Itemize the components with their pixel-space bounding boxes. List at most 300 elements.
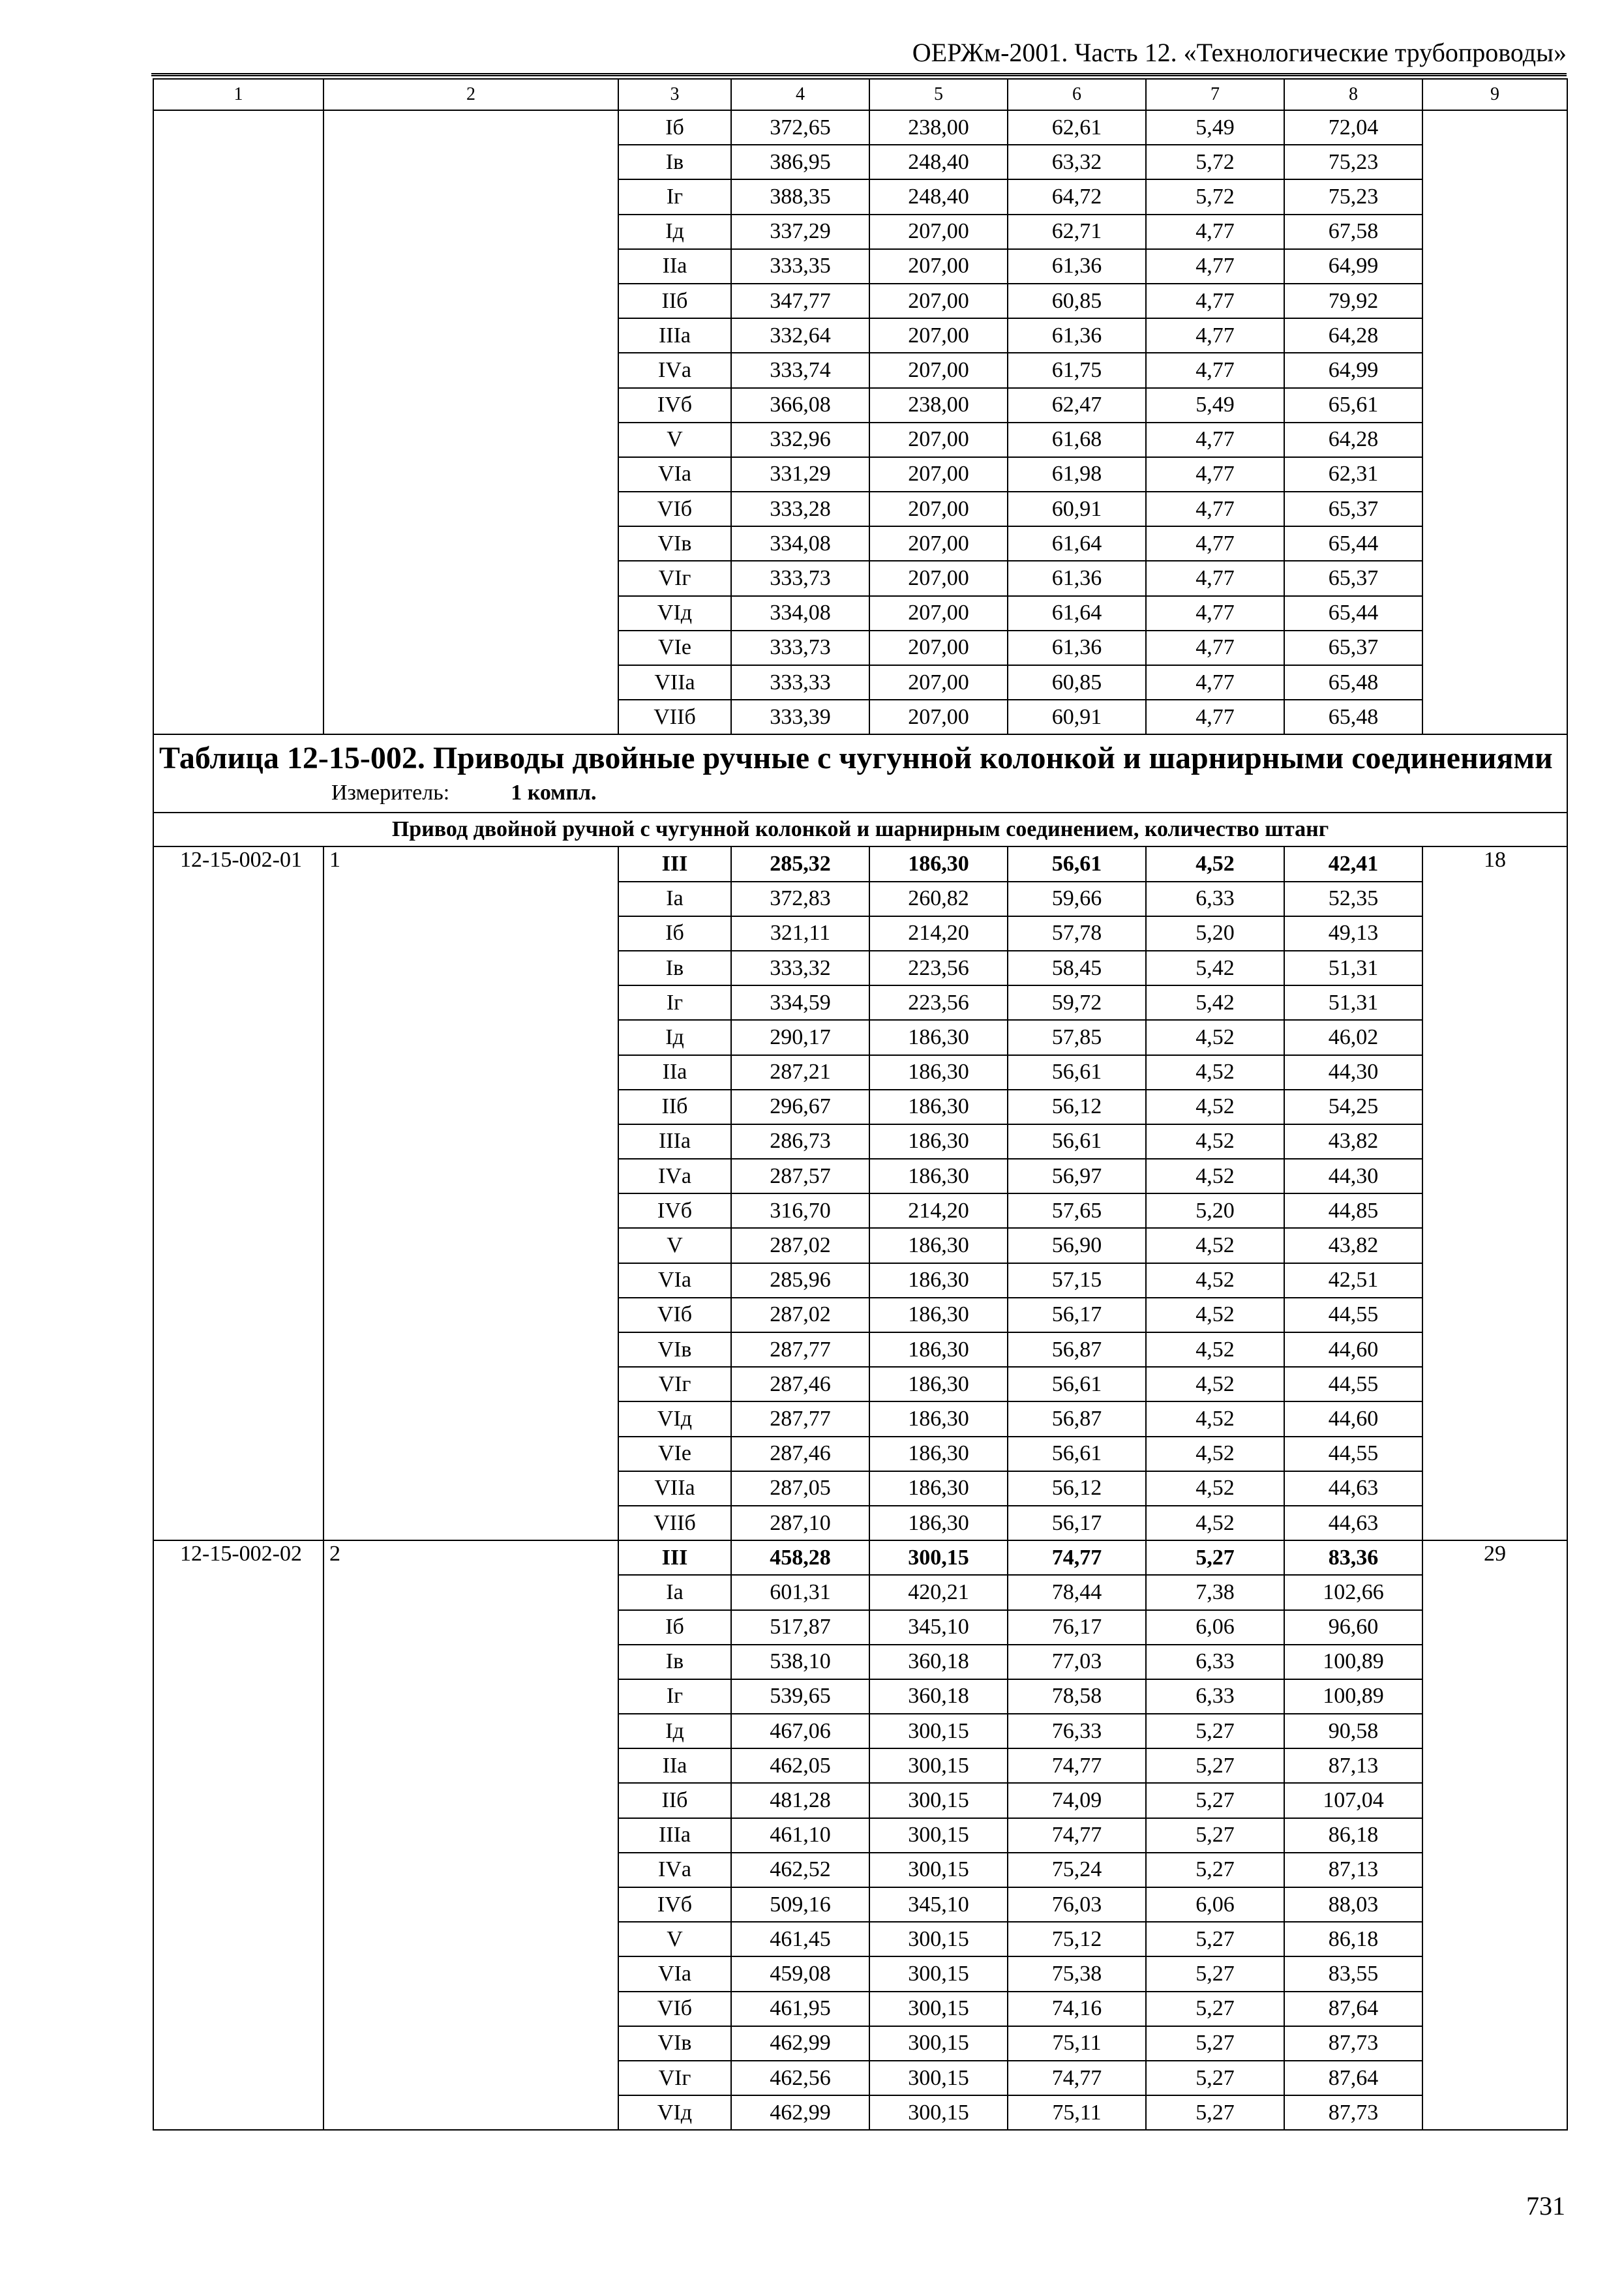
- value-cell: 107,04: [1284, 1783, 1422, 1818]
- value-cell: 321,11: [731, 916, 869, 951]
- row-label-cell: Iб: [618, 1610, 731, 1645]
- value-cell: 65,48: [1284, 665, 1422, 700]
- value-cell: 388,35: [731, 179, 869, 214]
- value-cell: 56,61: [1008, 1124, 1146, 1159]
- value-cell: 5,27: [1146, 1992, 1284, 2026]
- value-cell: 238,00: [869, 388, 1008, 423]
- value-cell: 72,04: [1284, 110, 1422, 145]
- value-cell: 538,10: [731, 1645, 869, 1679]
- param-cell: 1: [323, 846, 618, 1540]
- row-label-cell: Iб: [618, 916, 731, 951]
- value-cell: 287,46: [731, 1367, 869, 1401]
- header-rule: [151, 73, 1567, 76]
- row-label-cell: VIе: [618, 1437, 731, 1471]
- code-cell: [153, 110, 323, 734]
- value-cell: 56,12: [1008, 1090, 1146, 1124]
- value-cell: 333,32: [731, 951, 869, 985]
- value-cell: 248,40: [869, 179, 1008, 214]
- row-label-cell: Iд: [618, 215, 731, 249]
- value-cell: 62,71: [1008, 215, 1146, 249]
- value-cell: 42,41: [1284, 846, 1422, 881]
- row-label-cell: Iб: [618, 110, 731, 145]
- value-cell: 186,30: [869, 1124, 1008, 1159]
- value-cell: 509,16: [731, 1887, 869, 1922]
- value-cell: 467,06: [731, 1714, 869, 1748]
- row-label-cell: VIг: [618, 561, 731, 595]
- row-label-cell: Iг: [618, 985, 731, 1020]
- row-label-cell: V: [618, 1922, 731, 1956]
- value-cell: 64,99: [1284, 249, 1422, 284]
- value-cell: 60,91: [1008, 492, 1146, 526]
- value-cell: 334,08: [731, 596, 869, 631]
- value-cell: 74,09: [1008, 1783, 1146, 1818]
- value-cell: 56,12: [1008, 1471, 1146, 1506]
- value-cell: 63,32: [1008, 145, 1146, 179]
- value-cell: 290,17: [731, 1020, 869, 1055]
- row-label-cell: IIб: [618, 1090, 731, 1124]
- value-cell: 207,00: [869, 561, 1008, 595]
- value-cell: 248,40: [869, 145, 1008, 179]
- table-row: [153, 846, 1567, 881]
- row-label-cell: Iа: [618, 882, 731, 916]
- value-cell: 44,55: [1284, 1367, 1422, 1401]
- value-cell: 4,77: [1146, 700, 1284, 734]
- value-cell: 102,66: [1284, 1575, 1422, 1609]
- value-cell: 4,77: [1146, 631, 1284, 665]
- value-cell: 75,11: [1008, 2026, 1146, 2061]
- value-cell: 59,72: [1008, 985, 1146, 1020]
- value-cell: 56,61: [1008, 1437, 1146, 1471]
- value-cell: 186,30: [869, 1437, 1008, 1471]
- row-label-cell: Iд: [618, 1714, 731, 1748]
- value-cell: 87,13: [1284, 1748, 1422, 1783]
- value-cell: 49,13: [1284, 916, 1422, 951]
- value-cell: 366,08: [731, 388, 869, 423]
- value-cell: 459,08: [731, 1956, 869, 1991]
- value-cell: 300,15: [869, 1818, 1008, 1853]
- value-cell: 5,49: [1146, 110, 1284, 145]
- table-title-row: [153, 734, 1567, 813]
- value-cell: 62,31: [1284, 457, 1422, 492]
- row-label-cell: Iг: [618, 179, 731, 214]
- row-label-cell: IIб: [618, 1783, 731, 1818]
- value-cell: 87,13: [1284, 1853, 1422, 1887]
- value-cell: 300,15: [869, 2061, 1008, 2095]
- value-cell: 332,64: [731, 318, 869, 353]
- row-label-cell: VIг: [618, 2061, 731, 2095]
- value-cell: 5,27: [1146, 2026, 1284, 2061]
- column-number: 6: [1008, 79, 1146, 110]
- value-cell: 372,83: [731, 882, 869, 916]
- value-cell: 5,72: [1146, 179, 1284, 214]
- value-cell: 333,35: [731, 249, 869, 284]
- value-cell: 4,52: [1146, 1228, 1284, 1263]
- row-label-cell: VIд: [618, 1401, 731, 1436]
- value-cell: 5,27: [1146, 1783, 1284, 1818]
- value-cell: 90,58: [1284, 1714, 1422, 1748]
- value-cell: 57,65: [1008, 1193, 1146, 1228]
- value-cell: 4,77: [1146, 665, 1284, 700]
- value-cell: 54,25: [1284, 1090, 1422, 1124]
- value-cell: 186,30: [869, 1055, 1008, 1090]
- table-title-block: [153, 734, 1567, 813]
- row-label-cell: VIа: [618, 1263, 731, 1298]
- param-cell: [323, 110, 618, 734]
- row-label-cell: VIв: [618, 1332, 731, 1367]
- table-row: [153, 1540, 1567, 1575]
- column-number: 5: [869, 79, 1008, 110]
- row-label-cell: VIв: [618, 526, 731, 561]
- value-cell: 6,06: [1146, 1610, 1284, 1645]
- value-cell: 6,06: [1146, 1887, 1284, 1922]
- value-cell: 334,59: [731, 985, 869, 1020]
- value-cell: 207,00: [869, 353, 1008, 387]
- value-cell: 56,61: [1008, 846, 1146, 881]
- row-label-cell: IVа: [618, 1853, 731, 1887]
- measure-line: [159, 778, 1561, 808]
- row-label-cell: VIб: [618, 1298, 731, 1332]
- value-cell: 372,65: [731, 110, 869, 145]
- value-cell: 5,27: [1146, 1956, 1284, 1991]
- value-cell: 300,15: [869, 1540, 1008, 1575]
- value-cell: 462,99: [731, 2095, 869, 2130]
- value-cell: 6,33: [1146, 1679, 1284, 1714]
- value-cell: 333,73: [731, 631, 869, 665]
- column-number: 2: [323, 79, 618, 110]
- row-label-cell: IIа: [618, 1748, 731, 1783]
- value-cell: 4,77: [1146, 423, 1284, 457]
- value-cell: 296,67: [731, 1090, 869, 1124]
- value-cell: 333,39: [731, 700, 869, 734]
- value-cell: 207,00: [869, 596, 1008, 631]
- row-label-cell: V: [618, 1228, 731, 1263]
- value-cell: 186,30: [869, 1401, 1008, 1436]
- value-cell: 207,00: [869, 457, 1008, 492]
- value-cell: 5,20: [1146, 916, 1284, 951]
- value-cell: 5,27: [1146, 2061, 1284, 2095]
- value-cell: 5,49: [1146, 388, 1284, 423]
- value-cell: 64,28: [1284, 318, 1422, 353]
- row-label-cell: IVб: [618, 1887, 731, 1922]
- value-cell: 287,77: [731, 1332, 869, 1367]
- row-label-cell: VIд: [618, 596, 731, 631]
- value-cell: 461,10: [731, 1818, 869, 1853]
- value-cell: 65,37: [1284, 631, 1422, 665]
- row-label-cell: VIд: [618, 2095, 731, 2130]
- value-cell: 461,45: [731, 1922, 869, 1956]
- value-cell: 74,77: [1008, 2061, 1146, 2095]
- value-cell: 186,30: [869, 1298, 1008, 1332]
- value-cell: 78,58: [1008, 1679, 1146, 1714]
- tail-cell: 18: [1422, 846, 1567, 1540]
- value-cell: 4,77: [1146, 492, 1284, 526]
- value-cell: 300,15: [869, 1714, 1008, 1748]
- value-cell: 87,73: [1284, 2095, 1422, 2130]
- value-cell: 5,27: [1146, 1818, 1284, 1853]
- row-label-cell: IVа: [618, 1159, 731, 1193]
- row-label-cell: VIб: [618, 1992, 731, 2026]
- value-cell: 61,75: [1008, 353, 1146, 387]
- value-cell: 46,02: [1284, 1020, 1422, 1055]
- row-label-cell: VIг: [618, 1367, 731, 1401]
- value-cell: 64,28: [1284, 423, 1422, 457]
- row-label-cell: VIе: [618, 631, 731, 665]
- value-cell: 386,95: [731, 145, 869, 179]
- row-label-cell: III: [618, 846, 731, 881]
- value-cell: 4,52: [1146, 1020, 1284, 1055]
- value-cell: 207,00: [869, 318, 1008, 353]
- row-label-cell: IVб: [618, 388, 731, 423]
- value-cell: 333,28: [731, 492, 869, 526]
- value-cell: 58,45: [1008, 951, 1146, 985]
- value-cell: 75,38: [1008, 1956, 1146, 1991]
- table-row: [153, 110, 1567, 145]
- value-cell: 60,85: [1008, 284, 1146, 318]
- value-cell: 420,21: [869, 1575, 1008, 1609]
- value-cell: 4,52: [1146, 1506, 1284, 1540]
- value-cell: 186,30: [869, 1471, 1008, 1506]
- value-cell: 76,33: [1008, 1714, 1146, 1748]
- value-cell: 287,05: [731, 1471, 869, 1506]
- norms-table: [153, 78, 1568, 2131]
- value-cell: 4,52: [1146, 1367, 1284, 1401]
- column-number: 7: [1146, 79, 1284, 110]
- value-cell: 75,12: [1008, 1922, 1146, 1956]
- value-cell: 4,77: [1146, 353, 1284, 387]
- value-cell: 5,42: [1146, 951, 1284, 985]
- value-cell: 61,98: [1008, 457, 1146, 492]
- value-cell: 287,21: [731, 1055, 869, 1090]
- table-body: [153, 79, 1567, 2130]
- value-cell: 87,64: [1284, 2061, 1422, 2095]
- value-cell: 5,20: [1146, 1193, 1284, 1228]
- value-cell: 74,77: [1008, 1748, 1146, 1783]
- value-cell: 186,30: [869, 1506, 1008, 1540]
- value-cell: 75,23: [1284, 145, 1422, 179]
- value-cell: 42,51: [1284, 1263, 1422, 1298]
- value-cell: 238,00: [869, 110, 1008, 145]
- value-cell: 214,20: [869, 1193, 1008, 1228]
- value-cell: 76,17: [1008, 1610, 1146, 1645]
- value-cell: 207,00: [869, 284, 1008, 318]
- value-cell: 51,31: [1284, 951, 1422, 985]
- row-label-cell: IIIа: [618, 1124, 731, 1159]
- row-label-cell: IIа: [618, 1055, 731, 1090]
- value-cell: 56,17: [1008, 1506, 1146, 1540]
- value-cell: 56,87: [1008, 1401, 1146, 1436]
- value-cell: 65,37: [1284, 561, 1422, 595]
- value-cell: 6,33: [1146, 1645, 1284, 1679]
- table-subheader: Привод двойной ручной с чугунной колонкой и шарнирным соединением, количество штанг: [153, 813, 1567, 846]
- row-label-cell: VIа: [618, 1956, 731, 1991]
- value-cell: 207,00: [869, 423, 1008, 457]
- value-cell: 44,60: [1284, 1332, 1422, 1367]
- value-cell: 4,52: [1146, 1298, 1284, 1332]
- value-cell: 300,15: [869, 1922, 1008, 1956]
- value-cell: 87,73: [1284, 2026, 1422, 2061]
- tail-cell: [1422, 110, 1567, 734]
- value-cell: 601,31: [731, 1575, 869, 1609]
- value-cell: 287,02: [731, 1228, 869, 1263]
- row-label-cell: Iг: [618, 1679, 731, 1714]
- value-cell: 57,78: [1008, 916, 1146, 951]
- value-cell: 43,82: [1284, 1228, 1422, 1263]
- value-cell: 6,33: [1146, 882, 1284, 916]
- tail-cell: 29: [1422, 1540, 1567, 2130]
- value-cell: 4,77: [1146, 561, 1284, 595]
- column-number: 1: [153, 79, 323, 110]
- value-cell: 83,36: [1284, 1540, 1422, 1575]
- value-cell: 331,29: [731, 457, 869, 492]
- value-cell: 287,77: [731, 1401, 869, 1436]
- code-cell: 12-15-002-01: [153, 846, 323, 1540]
- value-cell: 60,85: [1008, 665, 1146, 700]
- row-label-cell: V: [618, 423, 731, 457]
- value-cell: 462,05: [731, 1748, 869, 1783]
- row-label-cell: IIIа: [618, 1818, 731, 1853]
- subheader-row: [153, 813, 1567, 846]
- row-label-cell: Iв: [618, 951, 731, 985]
- column-number: 8: [1284, 79, 1422, 110]
- value-cell: 186,30: [869, 1228, 1008, 1263]
- value-cell: 57,85: [1008, 1020, 1146, 1055]
- value-cell: 287,02: [731, 1298, 869, 1332]
- value-cell: 62,47: [1008, 388, 1146, 423]
- value-cell: 100,89: [1284, 1679, 1422, 1714]
- value-cell: 332,96: [731, 423, 869, 457]
- value-cell: 44,63: [1284, 1471, 1422, 1506]
- value-cell: 64,72: [1008, 179, 1146, 214]
- value-cell: 186,30: [869, 846, 1008, 881]
- value-cell: 4,52: [1146, 1055, 1284, 1090]
- value-cell: 78,44: [1008, 1575, 1146, 1609]
- value-cell: 44,55: [1284, 1437, 1422, 1471]
- value-cell: 87,64: [1284, 1992, 1422, 2026]
- value-cell: 77,03: [1008, 1645, 1146, 1679]
- value-cell: 300,15: [869, 1956, 1008, 1991]
- value-cell: 86,18: [1284, 1922, 1422, 1956]
- value-cell: 59,66: [1008, 882, 1146, 916]
- row-label-cell: IVа: [618, 353, 731, 387]
- value-cell: 337,29: [731, 215, 869, 249]
- value-cell: 360,18: [869, 1679, 1008, 1714]
- value-cell: 65,44: [1284, 526, 1422, 561]
- row-label-cell: Iд: [618, 1020, 731, 1055]
- value-cell: 61,36: [1008, 631, 1146, 665]
- row-label-cell: Iв: [618, 1645, 731, 1679]
- value-cell: 74,77: [1008, 1540, 1146, 1575]
- value-cell: 300,15: [869, 1748, 1008, 1783]
- measure-label: Измеритель:: [331, 781, 450, 805]
- value-cell: 62,61: [1008, 110, 1146, 145]
- value-cell: 61,64: [1008, 526, 1146, 561]
- row-label-cell: Iв: [618, 145, 731, 179]
- value-cell: 462,56: [731, 2061, 869, 2095]
- value-cell: 333,33: [731, 665, 869, 700]
- value-cell: 186,30: [869, 1159, 1008, 1193]
- row-label-cell: VIв: [618, 2026, 731, 2061]
- value-cell: 223,56: [869, 951, 1008, 985]
- value-cell: 67,58: [1284, 215, 1422, 249]
- value-cell: 5,27: [1146, 1922, 1284, 1956]
- column-number: 3: [618, 79, 731, 110]
- value-cell: 4,52: [1146, 1263, 1284, 1298]
- value-cell: 74,77: [1008, 1818, 1146, 1853]
- value-cell: 300,15: [869, 2026, 1008, 2061]
- value-cell: 4,52: [1146, 1471, 1284, 1506]
- value-cell: 5,72: [1146, 145, 1284, 179]
- value-cell: 461,95: [731, 1992, 869, 2026]
- value-cell: 334,08: [731, 526, 869, 561]
- value-cell: 4,52: [1146, 1437, 1284, 1471]
- row-label-cell: IIIа: [618, 318, 731, 353]
- value-cell: 223,56: [869, 985, 1008, 1020]
- value-cell: 56,87: [1008, 1332, 1146, 1367]
- value-cell: 57,15: [1008, 1263, 1146, 1298]
- value-cell: 4,52: [1146, 1332, 1284, 1367]
- value-cell: 56,61: [1008, 1367, 1146, 1401]
- value-cell: 83,55: [1284, 1956, 1422, 1991]
- column-number: 9: [1422, 79, 1567, 110]
- value-cell: 481,28: [731, 1783, 869, 1818]
- value-cell: 462,52: [731, 1853, 869, 1887]
- row-label-cell: Iа: [618, 1575, 731, 1609]
- value-cell: 4,52: [1146, 1159, 1284, 1193]
- value-cell: 207,00: [869, 700, 1008, 734]
- value-cell: 44,60: [1284, 1401, 1422, 1436]
- value-cell: 517,87: [731, 1610, 869, 1645]
- value-cell: 186,30: [869, 1263, 1008, 1298]
- value-cell: 74,16: [1008, 1992, 1146, 2026]
- column-number: 4: [731, 79, 869, 110]
- value-cell: 4,77: [1146, 249, 1284, 284]
- row-label-cell: VIб: [618, 492, 731, 526]
- row-label-cell: VIа: [618, 457, 731, 492]
- row-label-cell: VIIб: [618, 1506, 731, 1540]
- row-label-cell: VIIб: [618, 700, 731, 734]
- value-cell: 4,77: [1146, 526, 1284, 561]
- row-label-cell: III: [618, 1540, 731, 1575]
- value-cell: 286,73: [731, 1124, 869, 1159]
- value-cell: 61,36: [1008, 561, 1146, 595]
- value-cell: 88,03: [1284, 1887, 1422, 1922]
- value-cell: 51,31: [1284, 985, 1422, 1020]
- value-cell: 7,38: [1146, 1575, 1284, 1609]
- row-label-cell: IIа: [618, 249, 731, 284]
- value-cell: 44,63: [1284, 1506, 1422, 1540]
- value-cell: 345,10: [869, 1887, 1008, 1922]
- value-cell: 207,00: [869, 492, 1008, 526]
- value-cell: 65,37: [1284, 492, 1422, 526]
- value-cell: 96,60: [1284, 1610, 1422, 1645]
- value-cell: 300,15: [869, 1992, 1008, 2026]
- value-cell: 214,20: [869, 916, 1008, 951]
- value-cell: 300,15: [869, 1853, 1008, 1887]
- row-label-cell: IVб: [618, 1193, 731, 1228]
- value-cell: 65,48: [1284, 700, 1422, 734]
- value-cell: 300,15: [869, 1783, 1008, 1818]
- value-cell: 207,00: [869, 665, 1008, 700]
- value-cell: 5,27: [1146, 1748, 1284, 1783]
- page-number: 731: [1526, 2191, 1565, 2221]
- value-cell: 75,24: [1008, 1853, 1146, 1887]
- value-cell: 56,90: [1008, 1228, 1146, 1263]
- value-cell: 56,97: [1008, 1159, 1146, 1193]
- measure-value: 1 компл.: [511, 781, 597, 805]
- value-cell: 5,27: [1146, 2095, 1284, 2130]
- value-cell: 207,00: [869, 631, 1008, 665]
- value-cell: 4,77: [1146, 284, 1284, 318]
